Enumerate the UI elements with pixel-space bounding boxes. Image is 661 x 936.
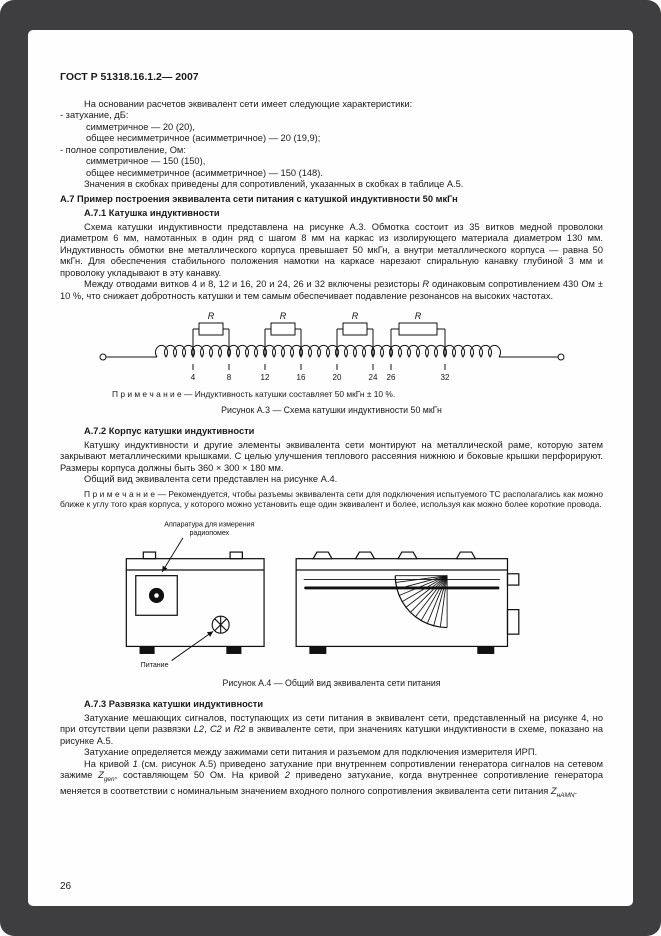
resistor-label: R	[207, 311, 214, 321]
tap-number: 16	[296, 373, 305, 382]
resistor-label: R	[279, 311, 286, 321]
tap-number: 20	[332, 373, 341, 382]
text-segment: .	[574, 785, 578, 796]
curve-number-2: 2	[284, 770, 290, 781]
component-symbol-c2: С2	[209, 724, 222, 735]
impedance-symbol: Z	[550, 785, 557, 796]
curve-number-1: 1	[132, 758, 138, 769]
list-item-impedance-symmetric: симметричное — 150 (150),	[86, 156, 206, 166]
front-view-enclosure	[126, 552, 264, 646]
resistor-box	[343, 323, 367, 335]
tap-number: 8	[226, 373, 231, 382]
foot	[226, 646, 241, 654]
subscript-text: нАМN	[556, 791, 575, 799]
resistor-box	[271, 323, 295, 335]
figure-a4-drawing	[60, 517, 603, 673]
foot	[139, 646, 154, 654]
tap-ticks	[193, 364, 445, 370]
housing-note: П р и м е ч а н и е — Рекомендуется, чтобы разъемы эквивалента сети для подключения испытуемого ТС располагались как можно ближе к углу того края корпуса, у которого можно установить еще один эквивалент и более, используя как можно более короткие провода.	[60, 488, 603, 510]
inductor-coil-schematic	[97, 309, 567, 385]
subscript-gen	[104, 776, 115, 783]
figure-a3-caption: Рисунок А.3 — Схема катушки индуктивности 50 мкГн	[221, 404, 442, 415]
component-symbol-l2: L2	[193, 724, 205, 735]
text-segment: , составляющем 50 Ом. На кривой	[114, 770, 285, 781]
text-segment: ,	[204, 724, 210, 735]
section-heading-a7: А.7 Пример построения эквивалента сети питания с катушкой индуктивности 50 мкГн	[60, 193, 458, 204]
paragraph-housing: Катушку индуктивности и другие элементы эквивалента сети монтируют на металлической раме, которую затем закрывают металлическими крышками. С целью улучшения теплового рассеяния нижнюю и боковые крышки перфорируют. Размеры корпуса должны быть 360 × 300 × 180 мм.	[60, 439, 603, 473]
power-label: Питание	[140, 661, 169, 669]
apparatus-leader-arrow	[162, 538, 183, 572]
resistor-symbol: R	[422, 279, 430, 289]
apparatus-label-line2: радиопомех	[188, 529, 229, 537]
figure-a3-note: П р и м е ч а н и е — Индуктивность катушки составляет 50 мкГн ± 10 %.	[112, 389, 396, 399]
text-segment: одинаковым сопротивлением 430 Ом ± 10 %, что снижает добротность катушки и тем самым обеспечивает подавление резонансов на высоких частотах.	[60, 279, 603, 301]
impedance-symbol: Z	[98, 770, 104, 781]
list-item-impedance-title: - полное сопротивление, Ом:	[60, 144, 186, 155]
paragraph-resistors	[60, 279, 603, 302]
text-segment: Между отводами витков 4 и 8, 12 и 16, 20 и 24, 26 и 32 включены резисторы	[84, 279, 423, 289]
resistor-label: R	[351, 311, 358, 321]
paragraph-general-view: Общий вид эквивалента сети представлен на рисунке А.4.	[84, 474, 338, 485]
paragraph-decoupling-1	[60, 713, 603, 748]
section-heading-a72: А.7.2 Корпус катушки индуктивности	[84, 426, 255, 437]
resistor-box	[199, 323, 223, 335]
coil-winding	[155, 345, 500, 357]
power-connector-icon	[212, 616, 229, 633]
right-terminal-icon	[558, 354, 564, 360]
text-segment: Затухание мешающих сигналов, поступающих из сети питания в эквивалент сети, представленный на рисунке 4, но при отсутствии цепи развязки	[60, 712, 603, 735]
side-view-enclosure	[296, 552, 519, 646]
paragraph-characteristics-lead: На основании расчетов эквивалент сети имеет следующие характеристики:	[84, 98, 413, 109]
document-page	[28, 30, 633, 906]
component-symbol-r2: R2	[233, 724, 246, 735]
text-segment: и	[221, 724, 234, 735]
paragraph-decoupling-3	[60, 759, 603, 801]
tap-number: 12	[260, 373, 269, 382]
figure-a3-schematic	[60, 309, 603, 385]
list-item-attenuation-symmetric: симметричное — 20 (20),	[86, 121, 195, 132]
text-segment: в эквиваленте сети, при значениях катушки индуктивности в схеме, показано на рисунке А.5.	[60, 724, 603, 746]
paragraph-brackets-note: Значения в скобках приведены для сопротивлений, указанных в скобках в таблице А.5.	[84, 179, 464, 189]
foot	[309, 646, 326, 654]
figure-a4-caption: Рисунок А.4 — Общий вид эквивалента сети питания	[222, 677, 441, 688]
foot	[477, 646, 494, 654]
left-terminal-icon	[100, 354, 106, 360]
connector-center-dot	[154, 593, 159, 598]
resistor-label: R	[414, 311, 421, 321]
wire-and-coil	[100, 345, 564, 360]
tap-number: 24	[368, 373, 377, 382]
equipment-general-view-drawing	[115, 517, 549, 673]
list-item-impedance-asymmetric: общее несимметричное (асимметричное) — 150 (148).	[86, 167, 323, 178]
text-segment: (см. рисунок А.5) приведено затухание при внутреннем сопротивлении генератора сигналов на сетевом зажиме	[60, 758, 603, 781]
section-heading-a71: А.7.1 Катушка индуктивности	[84, 208, 220, 218]
section-heading-a73: А.7.3 Развязка катушки индуктивности	[84, 699, 264, 710]
apparatus-label-line1: Аппаратура для измерения	[163, 521, 254, 529]
paragraph-coil-description: Схема катушки индуктивности представлена на рисунке А.3. Обмотка состоит из 35 витков медной проволоки диаметром 6 мм, намотанных в один ряд с шагом 8 мм на каркас из изолирующего материала диаметром 130 мм. Индуктивность обмотки вне металлического корпуса превышает 50 мкГн, а внутри металлического корпуса — равна 50 мкГн. Для обеспечения стабильного положения намотки на каркасе нарезают спиральную канавку глубиной 3 мм и проволоку укладывают в эту канавку.	[60, 221, 603, 278]
text-segment: На кривой	[84, 758, 133, 769]
list-item-attenuation-title: - затухание, дБ:	[60, 110, 129, 120]
resistor-box	[399, 323, 437, 335]
document-number-header: ГОСТ Р 51318.16.1.2— 2007	[60, 71, 199, 83]
tap-number: 32	[440, 373, 449, 382]
page-number: 26	[60, 880, 72, 892]
subscript-text: gen	[103, 776, 115, 784]
text-segment: приведено затухание, когда внутреннее сопротивление генератора меняется в соответствии с номинальным значением входного полного сопротивления эквивалента сети питания	[60, 770, 603, 796]
tap-number: 26	[386, 373, 395, 382]
subscript-namn	[557, 792, 575, 799]
paragraph-decoupling-2: Затухание определяется между зажимами сети питания и разъемом для подключения измерителя ИРП.	[84, 747, 538, 758]
list-item-attenuation-asymmetric: общее несимметричное (асимметричное) — 20 (19,9);	[86, 133, 321, 143]
ventilation-fan-hatch	[395, 575, 447, 627]
tap-number: 4	[190, 373, 195, 382]
